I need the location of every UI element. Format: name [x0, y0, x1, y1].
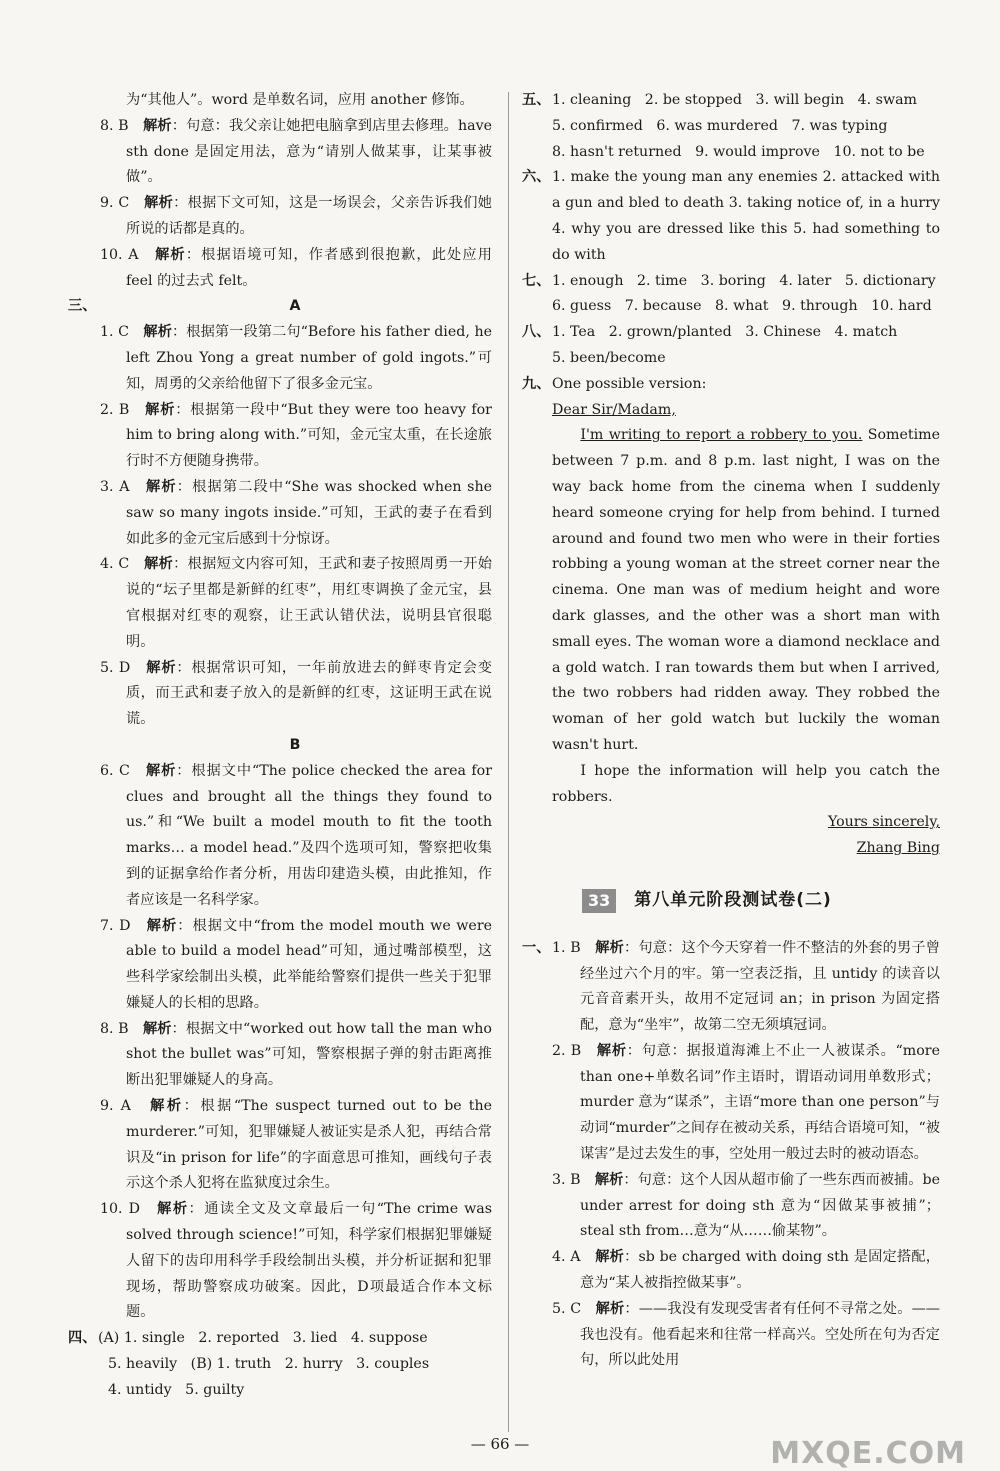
answer-item: 8. B 解析：句意：我父亲让她把电脑拿到店里去修理。have sth done 是固定用法，意为“请别人做某事，让某事被做”。: [100, 117, 492, 186]
test-section-1-mark: 一、: [522, 939, 551, 956]
answer-item: 4. C 解析：根据短文内容可知，王武和妻子按照周勇一开始说的“坛子里都是新鲜的红枣”，用红枣调换了金元宝，县官根据对红枣的观察，让王武认错伏法，说明县官很聪明。: [100, 556, 492, 650]
section-9: [522, 372, 940, 862]
section-4-mark: 四、: [68, 1330, 97, 1347]
answer-item: 1. C 解析：根据第一段第二句“Before his father died, he left Zhou Yong a great number of gold ingots.”可知，周勇的父亲给他留下了很多金元宝。: [100, 324, 492, 392]
section-5-line: 5. confirmed 6. was murdered 7. was typing: [552, 117, 888, 134]
answer-item: 5. C 解析：——我没有发现受害者有任何不寻常之处。——我也没有。他看起来和往常一样高兴。空处所在句为否定句，所以此处用: [552, 1300, 940, 1369]
part-b-heading: B: [289, 736, 301, 753]
section-4-line: 4. untidy 5. guilty: [108, 1381, 245, 1398]
test-title: [582, 888, 940, 914]
section-2-items: [68, 114, 492, 295]
section-6-mark: 六、: [522, 169, 551, 186]
answer-item: 3. A 解析：根据第二段中“She was shocked when she saw so many ingots inside.”可知，王武的妻子在看到如此多的金元宝后感到十分惊讶。: [100, 478, 492, 547]
section-4-line: (A) 1. single 2. reported 3. lied 4. suppose: [98, 1330, 428, 1347]
answer-item: 6. C 解析：根据文中“The police checked the area for clues and brought all the things they found to us.”和“We built a model mouth to fit the tooth marks… a model head.”及四个选项可知，警察把收集到的证据拿给作者分析，用齿印建造头模，由此推知，作者应该是一名科学家。: [100, 762, 492, 908]
answer-item: 4. A 解析：sb be charged with doing sth 是固定搭配，意为“某人被指控做某事”。: [552, 1249, 940, 1292]
section-8-mark: 八、: [522, 324, 551, 341]
section-4: [68, 1326, 492, 1403]
left-column: [68, 88, 492, 1404]
answer-item: 2. B 解析：根据第一段中“But they were too heavy for him to bring along with.”可知，金元宝太重，在长途旅行时不方便随身携带。: [100, 401, 492, 470]
section-5-mark: 五、: [522, 92, 551, 108]
section-9-intro: One possible version:: [552, 375, 707, 392]
answer-item: 5. D 解析：根据常识可知，一年前放进去的鲜枣肯定会变质，而王武和妻子放入的是新鲜的红枣，这证明王武在说谎。: [100, 659, 492, 728]
answer-item: 10. D 解析：通读全文及文章最后一句“The crime was solved through science!”可知，科学家们根据犯罪嫌疑人留下的齿印用科学手段绘制出头模，并分析证据和犯罪现场，帮助警察成功破案。因此，D项最适合作本文标题。: [100, 1201, 492, 1321]
right-column: [522, 88, 940, 1374]
section-6: [522, 165, 940, 268]
answer-item: 9. C 解析：根据下文可知，这是一场误会，父亲告诉我们她所说的话都是真的。: [100, 195, 492, 237]
column-divider: [508, 92, 509, 1432]
section-7: [522, 269, 940, 321]
section-7-mark: 七、: [522, 272, 551, 289]
test-number-badge: 33: [582, 889, 616, 913]
section-3: [68, 294, 492, 320]
answer-item: 8. B 解析：根据文中“worked out how tall the man who shot the bullet was”可知，警察根据子弹的射击距离推断出犯罪嫌疑人的身高。: [100, 1020, 492, 1089]
letter-paragraph-2: I hope the information will help you catch the robbers.: [552, 762, 940, 805]
watermark-logo: MXQE.COM: [770, 1436, 966, 1471]
part-a-heading: A: [289, 298, 301, 315]
test-section-1: [522, 936, 940, 1039]
section-3-part-b: [68, 759, 492, 1327]
section-8-line: 1. Tea 2. grown/planted 3. Chinese 4. match: [552, 324, 898, 341]
test-section-1-items: [522, 1039, 940, 1374]
section-3-mark: 三、: [68, 298, 97, 315]
letter-paragraph-1: I'm writing to report a robbery to you. Sometime between 7 p.m. and 8 p.m. last night, I was on the way back home from the cinema when I suddenly heard someone crying for help from behind. I turned around and found two men who were in their forties robbing a young woman at the street corner near the cinema. One man was of medium height and wore dark glasses, and the other was a short man with small eyes. The woman wore a diamond necklace and a gold watch. I ran towards them but when I arrived, the two robbers had ridden away. They robbed the woman of her gold watch but luckily the woman wasn't hurt.: [552, 427, 940, 753]
answer-item: 1. B 解析：句意：这个今天穿着一件不整洁的外套的男子曾经坐过六个月的牢。第一空表泛指，且 untidy 的读音以元音音素开头，故用不定冠词 an；in prison 为固定搭配，意为“坐牢”，故第二空无须填冠词。: [552, 939, 940, 1034]
answer-item: 7. D 解析：根据文中“from the model mouth we were able to build a model head”可知，通过嘴部模型，这些科学家绘制出头模，此举能给警察们提供一些关于犯罪嫌疑人的长相的思路。: [100, 917, 492, 1011]
answer-item: 9. A 解析：根据“The suspect turned out to be the murderer.”可知，犯罪嫌疑人被证实是杀人犯，再结合常识及“in prison for life”的字面意思可推知，画线句子表示这个杀人犯将在监狱度过余生。: [100, 1098, 492, 1192]
page-number: — 66 —: [470, 1435, 530, 1453]
section-6-text: 1. make the young man any enemies 2. attacked with a gun and bled to death 3. taking notice of, in a hurry 4. why you are dressed like this 5. had something to do with: [552, 169, 940, 263]
letter-topic-sentence: I'm writing to report a robbery to you.: [580, 427, 863, 444]
section-8: [522, 320, 940, 372]
answer-item: 10. A 解析：根据语境可知，作者感到很抱歉，此处应用 feel 的过去式 felt。: [100, 246, 492, 289]
section-5: [522, 88, 940, 165]
section-8-line: 5. been/become: [552, 349, 666, 366]
section-7-line: 6. guess 7. because 8. what 9. through 10. hard: [552, 298, 932, 315]
answer-item: 3. B 解析：句意：这个人因从超市偷了一些东西而被捕。be under arrest for doing sth 意为“因做某事被捕”；steal sth from…意为“从……偷某物”。: [552, 1171, 940, 1240]
section-4-line: 5. heavily (B) 1. truth 2. hurry 3. couples: [108, 1356, 430, 1373]
section-3-part-a: [68, 320, 492, 733]
letter-greeting: Dear Sir/Madam,: [552, 401, 676, 418]
letter-signature: Zhang Bing: [856, 840, 940, 857]
section-7-line: 1. enough 2. time 3. boring 4. later 5. dictionary: [552, 272, 936, 289]
answer-item: 2. B 解析：句意：据报道海滩上不止一人被谋杀。“more than one+单数名词”作主语时，谓语动词用单数形式；murder 意为“谋杀”，主语“more than one person”与动词“murder”之间存在被动关系，再结合语境可知，“被谋害”是过去发生的事，空处用一般过去时的被动语态。: [552, 1042, 940, 1163]
section-9-mark: 九、: [522, 375, 551, 392]
section-5-line: 8. hasn't returned 9. would improve 10. not to be: [552, 143, 925, 160]
intro-line: 为“其他人”。word 是单数名词，应用 another 修饰。: [126, 92, 474, 108]
test-title-text: 第八单元阶段测试卷(二): [634, 889, 832, 910]
section-5-line: 1. cleaning 2. be stopped 3. will begin 4. swam: [552, 92, 917, 108]
letter-closing: Yours sincerely,: [827, 814, 940, 831]
